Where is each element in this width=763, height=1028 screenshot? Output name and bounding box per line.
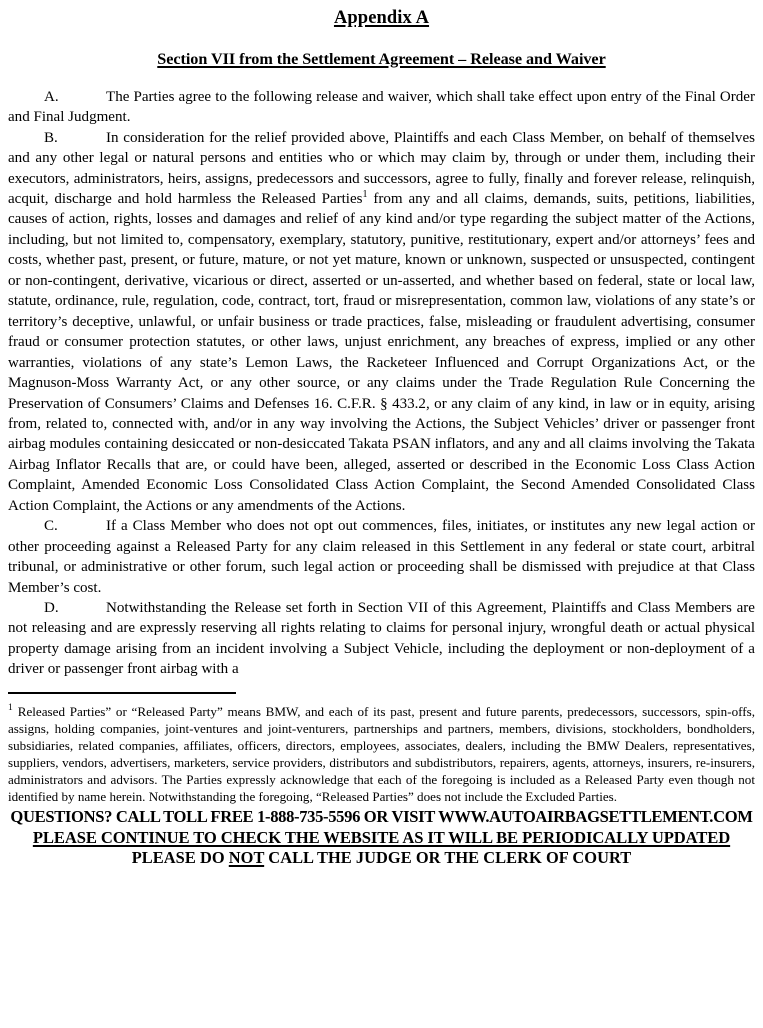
paragraph-b-text-before-footnote: In consideration for the relief provided above, Plaintiffs and each Class Member, on behalf of themselves and any other legal or natural persons and entities who or which may claim by, through or under them, including their executors, administrators, heirs, assigns, predecessors and successors, agree to fully, finally and forever release, relinquish, acquit, discharge and hold harmless the Released Parties [8, 129, 755, 207]
section-heading-text: Section VII from the Settlement Agreement – Release and Waiver [157, 49, 606, 68]
footer-notice-contact: QUESTIONS? CALL TOLL FREE 1-888-735-5596 OR VISIT WWW.AUTOAIRBAGSETTLEMENT.COM [10, 807, 753, 827]
paragraph-b [8, 128, 755, 517]
paragraph-d-label: D. [44, 600, 59, 617]
paragraph-b-text-after-footnote: from any and all claims, demands, suits, petitions, liabilities, causes of action, rights, losses and damages and relief of any kind and/or type regarding the subject matter of the Actions, including, but not limited to, compensatory, exemplary, statutory, punitive, restitutionary, expert and/or attorneys’ fees and costs, whether past, present, or future, mature, or not yet mature, known or unknown, suspected or unsuspected, contingent or non-contingent, derivative, vicarious or direct, asserted or un-asserted, and whether based on federal, state or local law, statute, ordinance, rule, regulation, code, contract, tort, fraud or misrepresentation, common law, violations of any state’s or territory’s deceptive, unlawful, or unfair business or trade practices, false, misleading or fraudulent advertising, consumer fraud or consumer protection statutes, or other laws, unjust enrichment, any breaches of express, implied or any other warranties, violations of any state’s Lemon Laws, the Racketeer Influenced and Corrupt Organizations Act, or the Magnuson-Moss Warranty Act, or any other source, or any claims under the Trade Regulation Rule Concerning the Preservation of Consumers’ Claims and Defenses 16. C.F.R. § 433.2, or any claim of any kind, in law or in equity, arising from, related to, connected with, and/or in any way involving the Actions, the Subject Vehicles’ driver or passenger front airbag modules containing desiccated or non-desiccated Takata PSAN inflators, and any and all claims involving the Takata Airbag Inflator Recalls that are, or could have been, alleged, asserted or described in the Economic Loss Class Action Complaint, Amended Economic Loss Consolidated Class Action Complaint, the Second Amended Consolidated Class Action Complaint, the Actions or any amendments of the Actions. [8, 190, 755, 514]
section-heading [0, 28, 763, 67]
footnote-separator-rule [8, 692, 236, 694]
footnote-1 [8, 703, 755, 806]
paragraph-c-text: If a Class Member who does not opt out commences, files, initiates, or institutes any new legal action or other proceeding against a Released Party for any claim released in this Settlement in any federal or state court, arbitral tribunal, or administrative or other forum, such legal action or proceeding shall be dismissed with prejudice at that Class Member’s cost. [8, 518, 755, 596]
paragraph-c-label: C. [44, 518, 58, 535]
footer-notice-do-not-call-part2: CALL THE JUDGE OR THE CLERK OF COURT [264, 848, 632, 868]
footnote-1-text: Released Parties” or “Released Party” means BMW, and each of its past, present and future parents, predecessors, successors, spin-offs, assigns, holding companies, joint-ventures and joint-venturers, partnerships and partners, members, divisions, stockholders, bondholders, subsidiaries, related companies, affiliates, officers, directors, employees, associates, dealers, including the BMW Dealers, representatives, suppliers, vendors, advertisers, marketers, service providers, distributors and subdistributors, repairers, agents, attorneys, insurers, re-insurers, administrators and advisors. The Parties expressly acknowledge that each of the foregoing is included as a Released Party even though not identified by name herein. Notwithstanding the foregoing, “Released Parties” does not include the Excluded Parties. [8, 703, 755, 805]
paragraph-d-text: Notwithstanding the Release set forth in Section VII of this Agreement, Plaintiffs and Class Members are not releasing and are expressly reserving all rights relating to claims for personal injury, wrongful death or actual physical property damage arising from an incident involving a Subject Vehicle, including the deployment or non-deployment of a driver or passenger front airbag with a [8, 600, 755, 678]
paragraph-a-text: The Parties agree to the following release and waiver, which shall take effect upon entry of the Final Order and Final Judgment. [8, 88, 755, 126]
paragraph-a [8, 87, 755, 128]
document-body [0, 87, 763, 680]
page-title [0, 0, 763, 28]
footnote-number-marker: 1 [8, 703, 13, 714]
paragraph-d [8, 598, 755, 680]
footer-notice-do-not-call-part1: PLEASE DO [131, 848, 229, 868]
footer-notice-do-not-call-emphasis: NOT [228, 848, 265, 868]
page-title-text: Appendix A [333, 8, 430, 28]
paragraph-c [8, 516, 755, 598]
footer-notices [0, 807, 763, 869]
footnote-separator-container [0, 692, 763, 694]
paragraph-b-label: B. [44, 129, 58, 146]
footer-notice-do-not-call [4, 848, 759, 869]
footnote-block [0, 703, 763, 806]
footnote-reference-marker: 1 [362, 188, 368, 200]
paragraph-a-label: A. [44, 88, 59, 105]
footer-notice-website-updates: PLEASE CONTINUE TO CHECK THE WEBSITE AS IT WILL BE PERIODICALLY UPDATED [32, 827, 731, 847]
